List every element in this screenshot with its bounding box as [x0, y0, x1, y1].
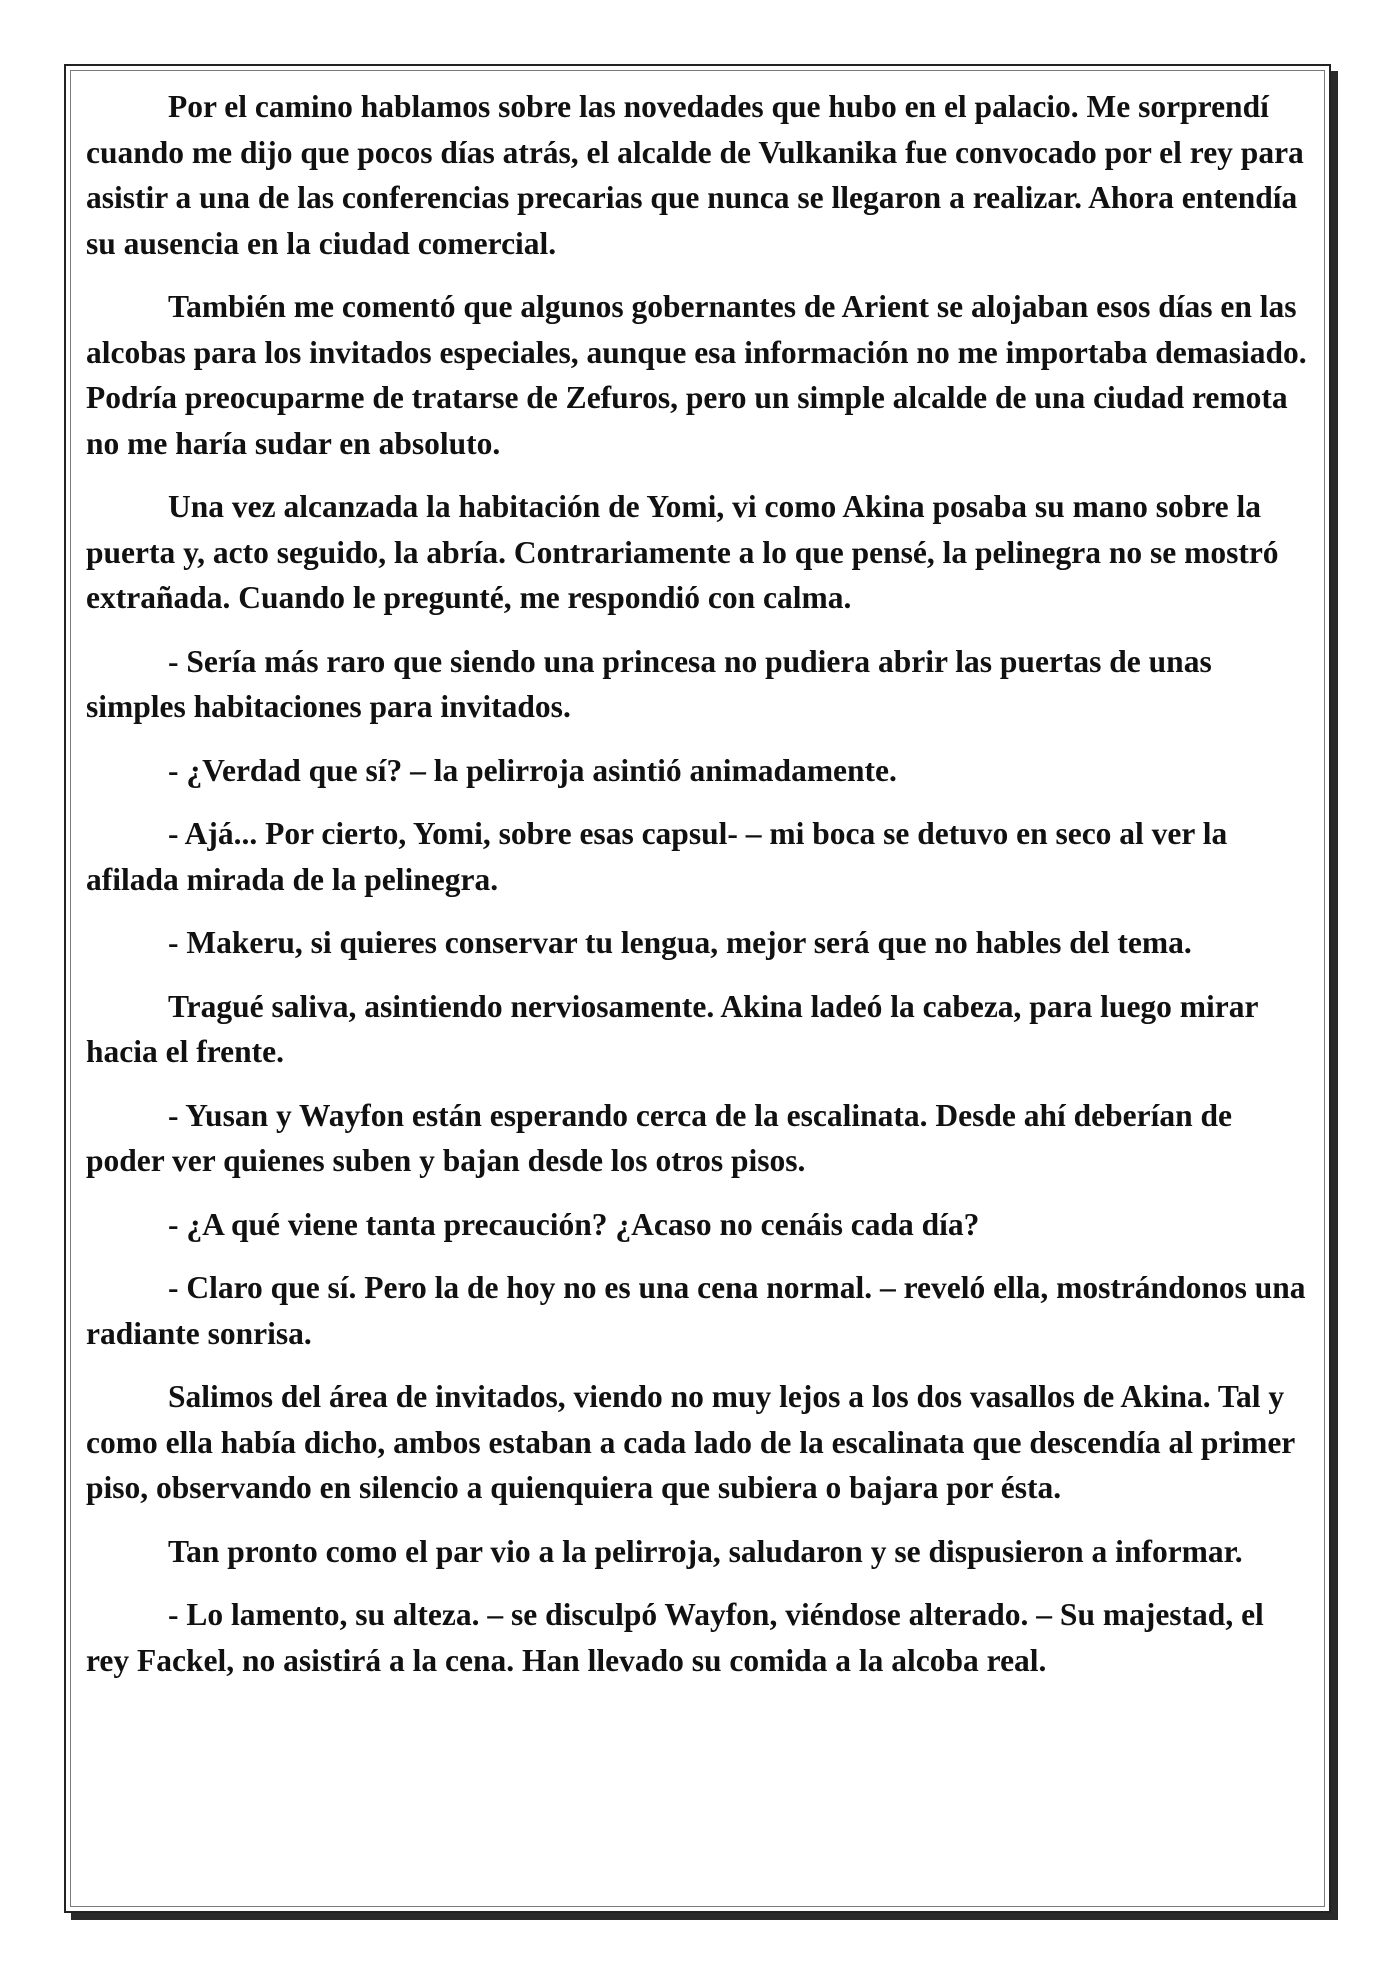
paragraph: - Makeru, si quieres conservar tu lengua, mejor será que no hables del tema.: [168, 925, 1192, 960]
paragraph: - Claro que sí. Pero la de hoy no es una cena normal. – reveló ella, mostrándonos una radiante sonrisa.: [86, 1270, 1306, 1351]
paragraph: También me comentó que algunos gobernantes de Arient se alojaban esos días en las alcobas para los invitados especiales, aunque esa información no me importaba demasiado. Podría preocuparme de tratarse de Zefuros, pero un simple alcalde de una ciudad remota no me haría sudar en absoluto.: [86, 289, 1307, 461]
paragraph: Por el camino hablamos sobre las novedades que hubo en el palacio. Me sorprendí cuando me dijo que pocos días atrás, el alcalde de Vulkanika fue convocado por el rey para asistir a una de las conferencias precarias que nunca se llegaron a realizar. Ahora entendía su ausencia en la ciudad comercial.: [86, 89, 1304, 261]
paragraph: Tragué saliva, asintiendo nerviosamente. Akina ladeó la cabeza, para luego mirar hacia el frente.: [86, 988, 1258, 1069]
paragraph: - Ajá... Por cierto, Yomi, sobre esas capsul- – mi boca se detuvo en seco al ver la afilada mirada de la pelinegra.: [86, 816, 1228, 897]
paragraph: - Lo lamento, su alteza. – se disculpó Wayfon, viéndose alterado. – Su majestad, el rey Fackel, no asistirá a la cena. Han llevado su comida a la alcoba real.: [86, 1597, 1264, 1678]
paragraph: - ¿Verdad que sí? – la pelirroja asintió animadamente.: [168, 752, 897, 788]
paragraph: Una vez alcanzada la habitación de Yomi, vi como Akina posaba su mano sobre la puerta y, acto seguido, la abría. Contrariamente a lo que pensé, la pelinegra no se mostró extrañada. Cuando le pregunté, me respondió con calma.: [86, 489, 1279, 615]
paragraph: - Sería más raro que siendo una princesa no pudiera abrir las puertas de unas simples habitaciones para invitados.: [86, 643, 1212, 724]
paragraph: Tan pronto como el par vio a la pelirroja, saludaron y se dispusieron a informar.: [168, 1533, 1243, 1569]
document-body: [86, 84, 1314, 1701]
page-border: [64, 64, 1331, 1913]
paragraph: - Yusan y Wayfon están esperando cerca de la escalinata. Desde ahí deberían de poder ver quienes suben y bajan desde los otros pisos.: [86, 1097, 1233, 1178]
paragraph: Salimos del área de invitados, viendo no muy lejos a los dos vasallos de Akina. Tal y como ella había dicho, ambos estaban a cada lado de la escalinata que descendía al primer piso, observando en silencio a quienquiera que subiera o bajara por ésta.: [86, 1379, 1295, 1505]
paragraph: - ¿A qué viene tanta precaución? ¿Acaso no cenáis cada día?: [168, 1206, 980, 1242]
